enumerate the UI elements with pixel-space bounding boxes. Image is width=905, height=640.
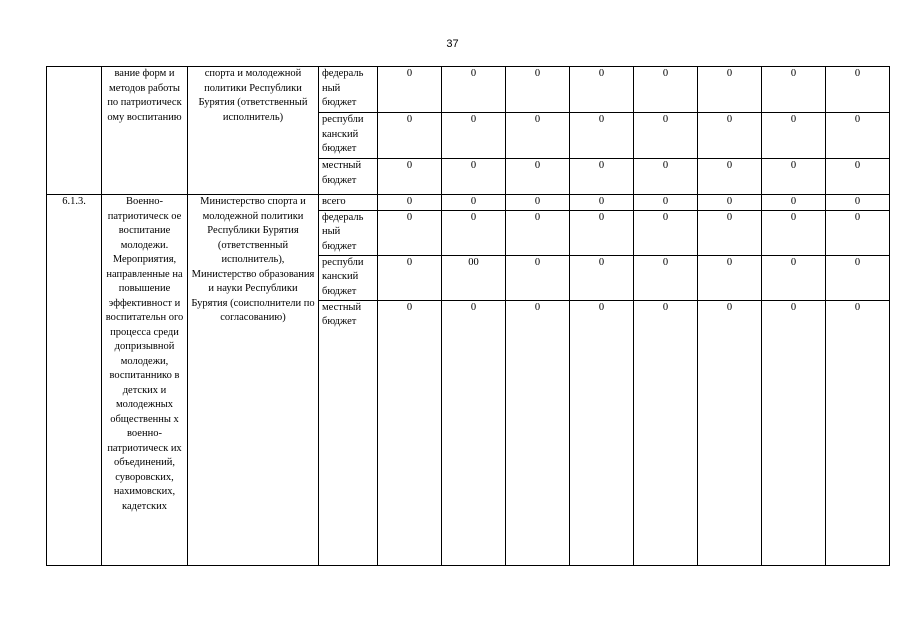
amount-cell: 0: [826, 67, 890, 113]
amount-cell: 0: [826, 255, 890, 300]
amount-cell: 0: [378, 159, 442, 195]
amount-cell: 0: [762, 195, 826, 211]
amount-cell: 0: [378, 255, 442, 300]
amount-cell: 0: [634, 300, 698, 565]
budget-source-cell: всего: [319, 195, 378, 211]
amount-cell: 0: [570, 113, 634, 159]
amount-cell: 0: [570, 255, 634, 300]
page-number: 37: [446, 38, 459, 50]
amount-cell: 0: [634, 67, 698, 113]
amount-cell: 0: [378, 210, 442, 255]
amount-cell: 0: [826, 210, 890, 255]
amount-cell: 0: [634, 210, 698, 255]
budget-source-cell: республи канский бюджет: [319, 113, 378, 159]
amount-cell: 0: [698, 255, 762, 300]
amount-cell: 0: [570, 159, 634, 195]
amount-cell: 0: [442, 159, 506, 195]
amount-cell: 0: [762, 300, 826, 565]
amount-cell: 0: [634, 159, 698, 195]
amount-cell: 0: [698, 300, 762, 565]
budget-source-cell: федераль ный бюджет: [319, 210, 378, 255]
amount-cell: 0: [762, 113, 826, 159]
amount-cell: 0: [442, 195, 506, 211]
amount-cell: 0: [698, 210, 762, 255]
amount-cell: 0: [442, 113, 506, 159]
amount-cell: 0: [698, 195, 762, 211]
executor-cell: Министерство спорта и молодежной политики Республики Бурятия (ответственный исполнитель), Министерство образования и науки Республики Бурятия (соисполнители по согласованию): [188, 195, 319, 566]
amount-cell: 0: [762, 67, 826, 113]
amount-cell: 0: [378, 300, 442, 565]
item-number-cell: [47, 67, 102, 195]
amount-cell: 0: [762, 159, 826, 195]
amount-cell: 0: [378, 113, 442, 159]
activity-name-cell: Военно-патриотическ ое воспитание молодежи. Мероприятия, направленные на повышение эффективност и воспитательн ого процесса среди допризывной молодежи, воспитаннико в детских и молодежных общественны х военно-патриотическ их объединений, суворовских, нахимовских, кадетских: [102, 195, 188, 566]
amount-cell: 0: [506, 67, 570, 113]
amount-cell: 0: [826, 159, 890, 195]
table-row: [47, 195, 890, 211]
table-row: [47, 67, 890, 113]
item-number-cell: 6.1.3.: [47, 195, 102, 566]
amount-cell: 0: [698, 113, 762, 159]
amount-cell: 0: [634, 255, 698, 300]
budget-source-cell: местный бюджет: [319, 159, 378, 195]
amount-cell: 0: [570, 300, 634, 565]
activity-name-cell: вание форм и методов работы по патриотическ ому воспитанию: [102, 67, 188, 195]
amount-cell: 0: [762, 255, 826, 300]
amount-cell: 00: [442, 255, 506, 300]
amount-cell: 0: [506, 113, 570, 159]
amount-cell: 0: [826, 300, 890, 565]
amount-cell: 0: [506, 159, 570, 195]
amount-cell: 0: [698, 67, 762, 113]
budget-source-cell: республи канский бюджет: [319, 255, 378, 300]
amount-cell: 0: [506, 195, 570, 211]
amount-cell: 0: [570, 195, 634, 211]
amount-cell: 0: [442, 210, 506, 255]
amount-cell: 0: [634, 113, 698, 159]
amount-cell: 0: [442, 300, 506, 565]
amount-cell: 0: [634, 195, 698, 211]
amount-cell: 0: [826, 113, 890, 159]
amount-cell: 0: [570, 67, 634, 113]
amount-cell: 0: [570, 210, 634, 255]
amount-cell: 0: [506, 300, 570, 565]
amount-cell: 0: [378, 195, 442, 211]
amount-cell: 0: [378, 67, 442, 113]
budget-source-cell: местный бюджет: [319, 300, 378, 565]
amount-cell: 0: [506, 210, 570, 255]
amount-cell: 0: [826, 195, 890, 211]
budget-source-cell: федераль ный бюджет: [319, 67, 378, 113]
budget-table: [46, 66, 890, 566]
executor-cell: спорта и молодежной политики Республики Бурятия (ответственный исполнитель): [188, 67, 319, 195]
amount-cell: 0: [442, 67, 506, 113]
amount-cell: 0: [762, 210, 826, 255]
amount-cell: 0: [506, 255, 570, 300]
amount-cell: 0: [698, 159, 762, 195]
